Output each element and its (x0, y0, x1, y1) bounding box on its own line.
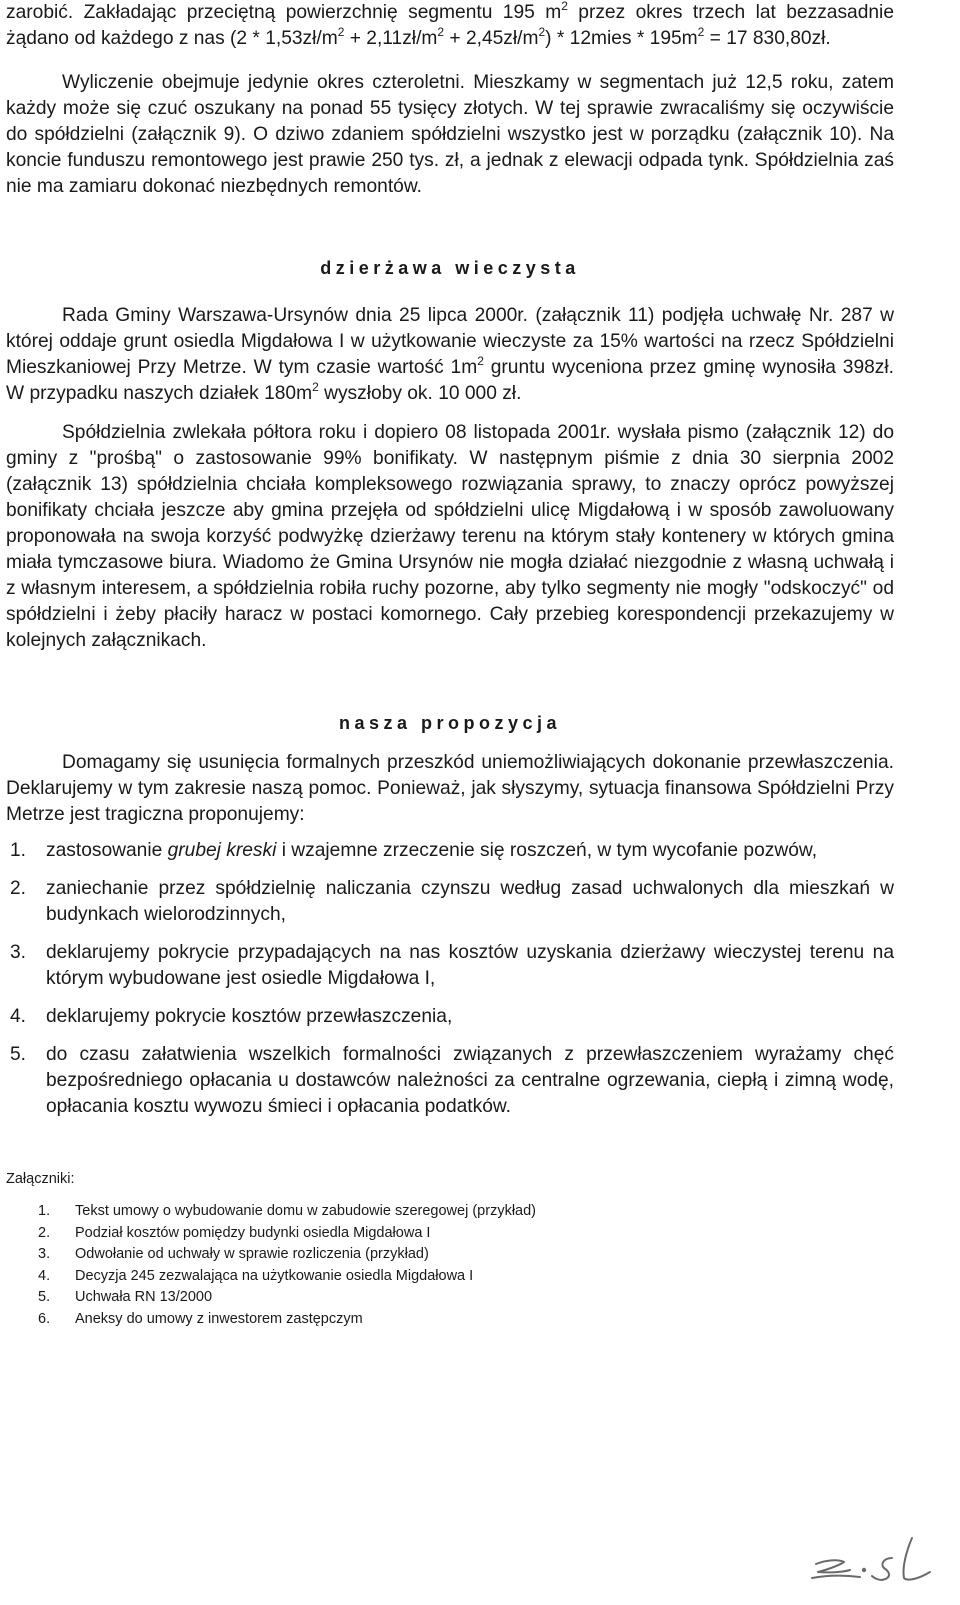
list-item: 4. Decyzja 245 zezwalająca na użytkowanie osiedla Migdałowa I (38, 1267, 474, 1284)
section-title-lease: dzierżawa wieczysta (320, 258, 580, 278)
intro-paragraph-2: Wyliczenie obejmuje jedynie okres czteroletni. Mieszkamy w segmentach już 12,5 roku, zatem każdy może się czuć oszukany na ponad 55 tysięcy złotych. W tej sprawie zwracaliśmy się oczywiście do spółdzielni (załącznik 9). O dziwo zdaniem spółdzielni wszystko jest w porządku (załącznik 10). Na koncie funduszu remontowego jest prawie 250 tys. zł, a jednak z elewacji odpada tynk. Spółdzielnia zaś nie ma zamiaru dokonać niezbędnych remontów. (6, 72, 894, 197)
list-item: 1. zastosowanie grubej kreski i wzajemne zrzeczenie się roszczeń, w tym wycofanie pozwów, (10, 840, 818, 861)
proposal-intro: Domagamy się usunięcia formalnych przeszkód uniemożliwiających dokonanie przewłaszczenia. Deklarujemy w tym zakresie naszą pomoc. Ponieważ, jak słyszymy, sytuacja finansowa Spółdzielni Przy Metrze jest tragiczna proponujemy: (6, 752, 894, 825)
list-item: 6. Aneksy do umowy z inwestorem zastępczym (38, 1310, 363, 1327)
lease-paragraph-2: Spółdzielnia zwlekała półtora roku i dopiero 08 listopada 2001r. wysłała pismo (załącznik 12) do gminy z "prośbą" o zastosowanie 99% bonifikaty. W następnym piśmie z dnia 30 sierpnia 2002 (załącznik 13) spółdzielnia chciała kompleksowego rozwiązania sprawy, to znaczy oprócz powyższej bonifikaty chciała jeszcze aby gmina przejęła od spółdzielni ulicę Migdałową i w sposób zawoluowany proponowała na swoja korzyść podwyżkę dzierżawy terenu na którym stały kontenery w których gmina miała tymczasowe biura. Wiadomo że Gmina Ursynów nie mogła działać niezgodnie z własną uchwałą i z własnym interesem, a spółdzielnia robiła ruchy pozorne, aby tylko segmenty nie mogły "odskoczyć" od spółdzielni i żeby płaciły haracz w postaci komornego. Cały przebieg korespondencji przekazujemy w kolejnych załącznikach. (6, 422, 894, 651)
list-item: 1. Tekst umowy o wybudowanie domu w zabudowie szeregowej (przykład) (38, 1203, 536, 1219)
attachments-title: Załączniki: (6, 1171, 75, 1187)
handwritten-signature (808, 1528, 940, 1588)
list-item: 4. deklarujemy pokrycie kosztów przewłaszczenia, (10, 1006, 453, 1027)
document-page (6, 0, 894, 1330)
list-item: 3. Odwołanie od uchwały w sprawie rozliczenia (przykład) (38, 1246, 429, 1262)
intro-paragraph-1: zarobić. Zakładając przeciętną powierzchnię segmentu 195 $m^2$ przez okres trzech lat bezzasadnie żądano od każdego z nas ($2 * 1,53zł/m^2$ + $2,11zł/m^2$ + $2,45zł/m^2$) * 12mies * $195m^2 = 17$ 830,80zł. (6, 0, 894, 49)
lease-paragraph-1: Rada Gminy Warszawa-Ursynów dnia 25 lipca 2000r. (załącznik 11) podjęła uchwałę Nr. 287 w której oddaje grunt osiedla Migdałowa I w użytkowanie wieczyste za 15% wartości na rzecz Spółdzielni Mieszkaniowej Przy Metrze. W tym czasie wartość $1m^2$ gruntu wyceniona przez gminę wynosiła 398zł. W przypadku naszych działek $180m^2$ wyszłoby ok. 10 000 zł. (6, 305, 894, 404)
list-item: 2. Podział kosztów pomiędzy budynki osiedla Migdałowa I (38, 1224, 431, 1241)
list-item: 5. do czasu załatwienia wszelkich formalności związanych z przewłaszczeniem wyrażamy chęć bezpośredniego opłacania u dostawców należności za centralne ogrzewania, ciepłą i zimną wodę, opłacania kosztu wywozu śmieci i opłacania podatków. (10, 1044, 894, 1117)
list-item: 5. Uchwała RN 13/2000 (38, 1289, 213, 1305)
section-title-proposal: nasza propozycja (338, 713, 562, 733)
list-item: 2. zaniechanie przez spółdzielnię naliczania czynszu według zasad uchwalonych dla mieszkań w budynkach wielorodzinnych, (10, 878, 894, 925)
attachments-list (6, 1201, 894, 1330)
proposal-list (6, 838, 894, 1120)
list-item: 3. deklarujemy pokrycie przypadających na nas kosztów uzyskania dzierżawy wieczystej terenu na którym wybudowane jest osiedle Migdałowa I, (10, 942, 894, 989)
